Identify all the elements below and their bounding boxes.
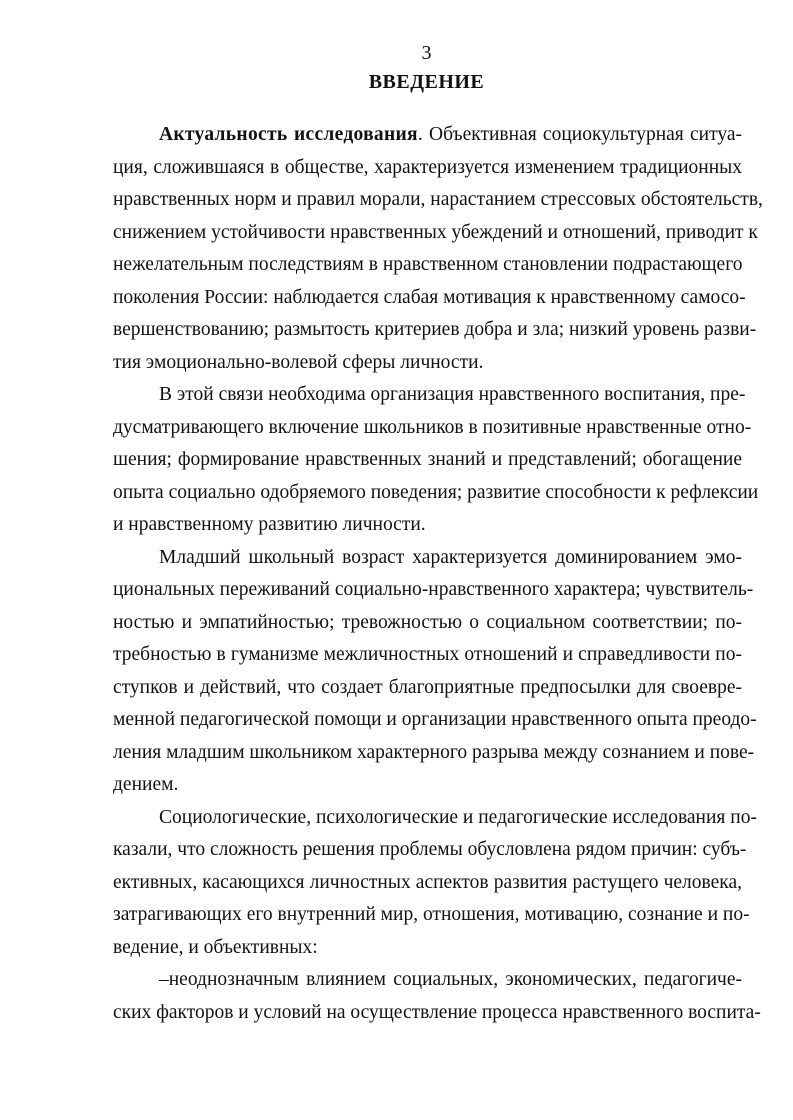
paragraph-line (113, 444, 742, 477)
body-text (113, 119, 763, 1029)
line-text: –неоднозначным влиянием социальных, экономических, педагогиче- (159, 969, 742, 990)
paragraph-line (113, 217, 758, 250)
line-text: и нравственному развитию личности. (113, 514, 426, 535)
paragraph-line (113, 347, 742, 380)
bold-lead-in: Актуальность исследования (159, 124, 418, 145)
line-text: менной педагогической помощи и организации нравственного опыта преодо- (113, 709, 757, 730)
paragraph-line (113, 607, 742, 640)
paragraph-line (113, 184, 763, 217)
paragraph-line (113, 119, 742, 152)
paragraph-line (113, 639, 742, 672)
paragraph-line (113, 249, 742, 282)
line-text: ления младшим школьником характерного разрыва между сознанием и пове- (113, 741, 755, 763)
line-text: тия эмоционально-волевой сферы личности. (113, 351, 484, 373)
line-text: ция, сложившаяся в обществе, характеризуется изменением традиционных (113, 156, 742, 178)
paragraph-line (113, 542, 742, 575)
line-text: ступков и действий, что создает благоприятные предпосылки для своевре- (113, 676, 742, 698)
paragraph-line (113, 672, 742, 705)
line-text: казали, что сложность решения проблемы обусловлена рядом причин: субъ- (113, 839, 747, 860)
paragraph-line (113, 282, 746, 315)
paragraph-line (113, 704, 757, 737)
line-text: ских факторов и условий на осуществление процесса нравственного воспита- (113, 1001, 761, 1023)
line-text: ностью и эмпатийностью; тревожностью о социальном соответствии; по- (113, 611, 742, 633)
line-text: поколения России: наблюдается слабая мотивация к нравственному самосо- (113, 286, 746, 308)
paragraph-line (113, 834, 747, 867)
paragraph-line (113, 769, 742, 802)
paragraph-line (113, 412, 752, 445)
paragraph-line (113, 379, 746, 412)
paragraph-line (113, 899, 750, 932)
page-number: 3 (421, 42, 432, 64)
line-text: Младший школьный возраст характеризуется доминированием эмо- (159, 546, 742, 568)
paragraph-line (113, 509, 742, 542)
paragraph-line (113, 964, 742, 997)
line-text: снижением устойчивости нравственных убеждений и отношений, приводит к (113, 221, 758, 243)
line-text: опыта социально одобряемого поведения; развитие способности к рефлексии (113, 481, 759, 503)
paragraph-line (113, 477, 759, 510)
line-text: нравственных норм и правил морали, нарастанием стрессовых обстоятельств, (113, 189, 763, 210)
line-text: затрагивающих его внутренний мир, отношения, мотивацию, сознание и по- (113, 904, 750, 925)
line-text: нежелательным последствиям в нравственном становлении подрастающего (113, 254, 743, 275)
paragraph-line (113, 314, 757, 347)
line-text: Социологические, психологические и педагогические исследования по- (159, 806, 757, 828)
paragraph-line (113, 574, 754, 607)
paragraph-line (113, 152, 742, 185)
paragraph-line (113, 932, 742, 965)
line-text: ективных, касающихся личностных аспектов развития растущего человека, (113, 871, 742, 893)
line-text: дением. (113, 774, 179, 795)
section-heading: ВВЕДЕНИЕ (368, 71, 485, 93)
line-text: циональных переживаний социально-нравственного характера; чувствитель- (113, 579, 754, 600)
paragraph-line (113, 997, 761, 1030)
paragraph-line (113, 737, 755, 770)
line-text: дусматривающего включение школьников в позитивные нравственные отно- (113, 416, 752, 438)
line-text: требностью в гуманизме межличностных отношений и справедливости по- (113, 644, 742, 665)
line-text: В этой связи необходима организация нравственного воспитания, пре- (159, 384, 746, 405)
paragraph-line (113, 867, 742, 900)
line-text: шения; формирование нравственных знаний и представлений; обогащение (113, 449, 742, 470)
line-text: вершенствованию; размытость критериев добра и зла; низкий уровень разви- (113, 319, 757, 340)
paragraph-line (113, 802, 757, 835)
line-text: ведение, и объективных: (113, 936, 318, 958)
line-text: . Объективная социокультурная ситуа- (417, 124, 742, 145)
